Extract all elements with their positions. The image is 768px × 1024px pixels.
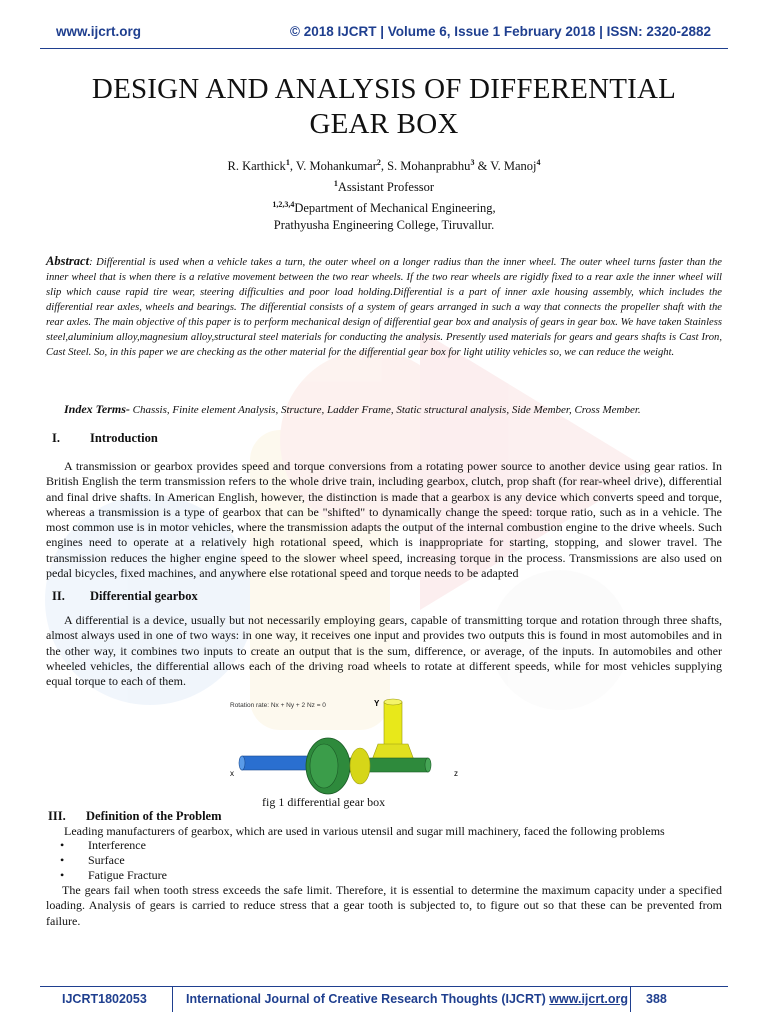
index-terms-label: Index Terms- <box>64 402 130 416</box>
author-sup: 4 <box>536 158 541 167</box>
paper-id: IJCRT1802053 <box>62 992 147 1006</box>
introduction-paragraph: A transmission or gearbox provides speed and torque conversions from a rotating power source to another device using gear ratios. In British English the term transmission refers to the whole drive train, including gearbox, clutch, prop shaft (for rear-wheel drive), differential and final drive shafts. In American English, however, the distinction is made that a gearbox is any device which converts speed and torque, whereas a transmission is a type of gearbox that can be "shifted" to dynamically change the speed: torque ratio, such as in a vehicle. The most common use is in motor vehicles, where the transmission adapts the output of the internal combustion engine to the drive wheels. Such engines need to operate at a relatively high rotational speed, which is inappropriate for starting, stopping, and slower travel. The transmission reduces the higher engine speed to the slower wheel speed, increasing torque in the process. Transmissions are also used on pedal bicycles, fixed machines, and anywhere else rotational speed and torque needs to be adapted <box>46 459 722 581</box>
section-title: Differential gearbox <box>90 589 198 603</box>
author-name: V. Mohankumar <box>295 159 377 174</box>
journal-name-text: International Journal of Creative Research Thoughts (IJCRT) <box>186 992 550 1006</box>
footer-separator <box>630 986 631 1012</box>
journal-name <box>186 992 628 1006</box>
list-item <box>60 838 167 853</box>
journal-site-link[interactable]: www.ijcrt.org <box>56 24 142 39</box>
author-separator: , <box>380 159 388 174</box>
axis-x-label: x <box>230 769 234 778</box>
abstract <box>46 254 722 360</box>
list-item-text: Fatigue Fracture <box>88 868 167 882</box>
list-item-text: Surface <box>88 853 125 867</box>
author-separator: , <box>289 159 296 174</box>
figure-caption: fig 1 differential gear box <box>262 795 386 809</box>
index-terms-text: Chassis, Finite element Analysis, Structure, Ladder Frame, Static structural analysis, Side Member, Cross Member. <box>129 404 641 416</box>
axis-y-label: Y <box>374 699 380 708</box>
author-list <box>100 154 668 175</box>
footer-separator <box>172 986 173 1012</box>
designation <box>100 175 668 196</box>
author-name: S. Mohanprabhu <box>387 159 471 174</box>
page-number: 388 <box>646 992 667 1006</box>
differential-gear-figure <box>224 696 464 796</box>
abstract-text: : Differential is used when a vehicle takes a turn, the outer wheel on a longer radius than the inner wheel. The outer wheel turns faster than the inner wheel that is when there is a relative movement between the two rear wheels. If the two rear wheels are rigidly fixed to a rear axle the inner wheel will slip which cause rapid tire wear, steering difficulties and poor load holding.Differential is a part of inner axle housing assembly, which includes the differential rear axles, wheels and bearings. The differential consists of a system of gears arranged in such a way that connects the propeller shaft with the rear axles. The main objective of this paper is to perform mechanical design of differential gear box and analysis of gears in gear box. We have taken Stainless steel,aluminium alloy,magnesium alloy,structural steel materials for conducting the analysis. Presently used materials for gears and gears shafts is Cast Iron, Cast Steel. So, in this paper we are checking as the other material for the differential gear box for light utility vehicles so, we can reduce the weight. <box>46 257 722 358</box>
running-footer <box>40 992 728 1010</box>
bullet-dot: • <box>60 853 65 867</box>
problem-paragraph: The gears fail when tooth stress exceeds the safe limit. Therefore, it is essential to determine the maximum capacity under a specified loading. Analysis of gears is carried to reduce stress that a gear tooth is subjected to, to figure out so that these can be prevented from failure. <box>46 883 722 928</box>
list-item-text: Interference <box>88 838 146 852</box>
author-name: R. Karthick <box>227 159 286 174</box>
affiliation-sup: 1,2,3,4 <box>272 200 295 210</box>
author-sup: 2 <box>376 158 381 167</box>
paper-title: DESIGN AND ANALYSIS OF DIFFERENTIAL GEAR BOX <box>91 73 677 140</box>
abstract-label: Abstract <box>46 254 90 268</box>
rotation-rate-equation: Rotation rate: Nx + Ny + 2 Nz = 0 <box>230 702 326 709</box>
issue-info: © 2018 IJCRT | Volume 6, Issue 1 February 2018 | ISSN: 2320-2882 <box>290 24 711 39</box>
list-item <box>60 868 167 883</box>
problem-intro: Leading manufacturers of gearbox, which are used in various utensil and sugar mill machinery, faced the following problems <box>64 824 665 838</box>
section-heading-problem-definition <box>48 809 222 824</box>
header-divider <box>40 48 728 49</box>
index-terms <box>64 402 724 417</box>
section-heading-introduction <box>52 431 158 446</box>
author-name: V. Manoj <box>490 159 537 174</box>
section-title: Introduction <box>90 431 158 445</box>
section-number: II. <box>52 589 65 603</box>
differential-paragraph: A differential is a device, usually but not necessarily employing gears, capable of transmitting torque and rotation through three shafts, almost always used in one of two ways: in one way, it receives one input and provides two outputs this is found in most automobiles and in the other way, it combines two inputs to create an output that is the sum, difference, or average, of the inputs. In automobiles and other wheeled vehicles, the differential allows each of the driving road wheels to rotate at different speeds, while for most vehicles supplying equal torque to each of them. <box>46 613 722 689</box>
section-title: Definition of the Problem <box>86 809 222 823</box>
list-item <box>60 853 167 868</box>
journal-url-link[interactable]: www.ijcrt.org <box>549 992 628 1006</box>
designation-sup: 1 <box>333 179 338 189</box>
footer-divider <box>40 986 728 987</box>
author-sup: 1 <box>285 158 290 167</box>
gear-assembly-drawing <box>239 699 431 794</box>
bullet-dot: • <box>60 838 65 852</box>
department-text: Department of Mechanical Engineering, <box>294 201 496 216</box>
author-separator: & <box>474 159 491 174</box>
author-sup: 3 <box>470 158 475 167</box>
designation-text: Assistant Professor <box>337 180 435 195</box>
author-block <box>100 154 668 234</box>
bullet-dot: • <box>60 868 65 882</box>
problem-list <box>60 838 167 883</box>
college: Prathyusha Engineering College, Tiruvallur. <box>273 218 495 233</box>
section-heading-differential-gearbox <box>52 589 198 604</box>
section-number: III. <box>48 809 66 823</box>
axis-z-label: z <box>454 769 458 778</box>
section-number: I. <box>52 431 60 445</box>
department <box>100 196 668 217</box>
